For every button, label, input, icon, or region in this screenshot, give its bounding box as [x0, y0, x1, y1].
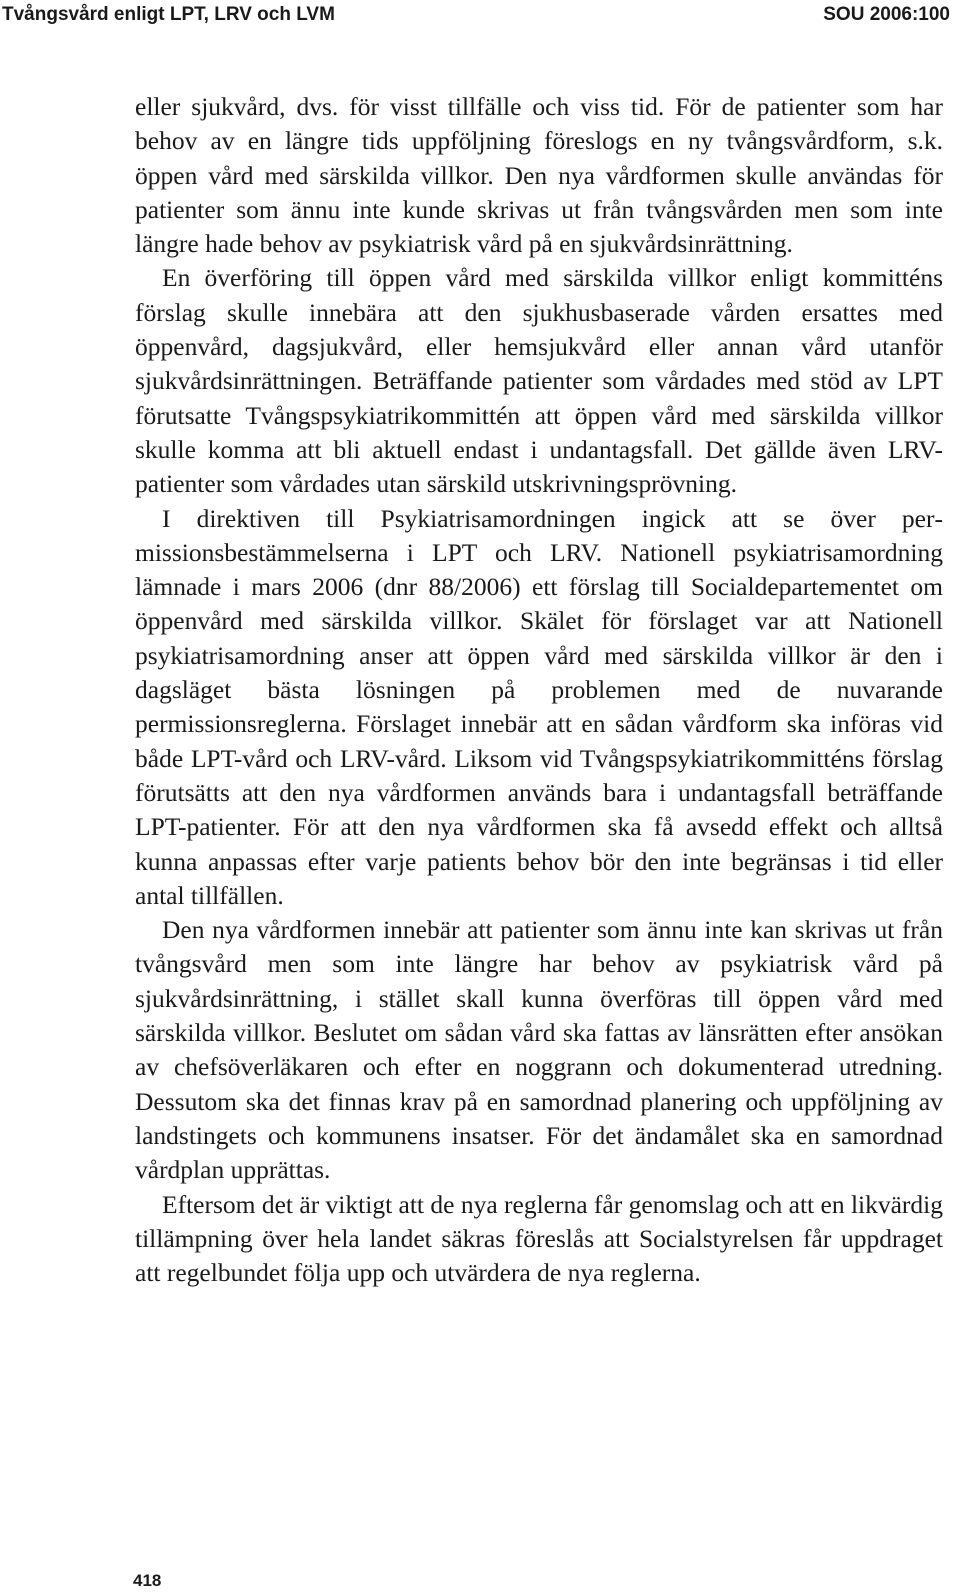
paragraph-5: Eftersom det är viktigt att de nya reglerna får genomslag och att en likvärdig tillämpning över hela landet säkras föreslås att Socialstyrelsen får uppdraget att regelbundet följa upp och utvärdera de nya reglerna. [135, 1189, 944, 1288]
paragraph-2: En överföring till öppen vård med särskilda villkor enligt kommitténs förslag skulle innebära att den sjukhusbaserade vården ersattes med öppenvård, dagsjukvård, eller hemsjukvård eller annan vård utanför sjukvårdsinrättningen. Beträffande patienter som vårdades med stöd av LPT förutsatte Tvångspsykiatrikommittén att öppen vård med särskilda villkor skulle komma att bli aktuell endast i undantagsfall. Det gällde även LRV-patienter som vårdades utan särskild utskrivningsprövning. [135, 263, 943, 499]
paragraph-4: Den nya vårdformen innebär att patienter som ännu inte kan skrivas ut från tvångsvård men som inte längre har behov av psykiatrisk vård på sjukvårdsinrättning, i stället skall kunna överföras till öppen vård med särskilda villkor. Beslutet om sådan vård ska fattas av länsrätten efter ansökan av chefsöverläkaren och efter en noggrann och dokumenterad utredning. Dessutom ska det finnas krav på en samordnad planering och uppföljning av landstingets och kommunens insatser. För det ändamålet ska en samordnad vårdplan upprättas. [135, 915, 943, 1185]
running-header [0, 0, 960, 34]
paragraph-3: I direktiven till Psykiatrisamordningen ingick att se över permissionsbestämmelserna i LPT och LRV. Nationell psykiatrisamordning lämnade i mars 2006 (dnr 88/2006) ett förslag till Socialdepartementet om öppenvård med särskilda villkor. Skälet för förslaget var att Nationell psykiatrisamordning anser att öppen vård med särskilda villkor är den i dagsläget bästa lösningen på problemen med de nuvarande permissionsreglerna. Förslaget innebär att en sådan vårdform ska införas vid både LPT-vård och LRV-vård. Liksom vid Tvångspsykiatrikommitténs förslag förutsätts att den nya vårdformen används bara i undantagsfall beträffande LPT-patienter. För att den nya vårdformen ska få avsedd effekt och alltså kunna anpassas efter varje patients behov bör den inte begränsas i tid eller antal tillfällen. [135, 503, 943, 910]
body-text [135, 90, 943, 1290]
page-number: 418 [133, 1571, 162, 1590]
paragraph-1: eller sjukvård, dvs. för visst tillfälle och viss tid. För de patienter som har behov av en längre tids uppföljning föreslogs en ny tvångsvårdform, s.k. öppen vård med särskilda villkor. Den nya vårdformen skulle användas för patienter som ännu inte kunde skrivas ut från tvångsvården men som inte längre hade behov av psykiatrisk vård på en sjukvårdsinrättning. [135, 92, 943, 259]
header-report-number: SOU 2006:100 [823, 4, 950, 25]
header-title: Tvångsvård enligt LPT, LRV och LVM [2, 4, 335, 25]
